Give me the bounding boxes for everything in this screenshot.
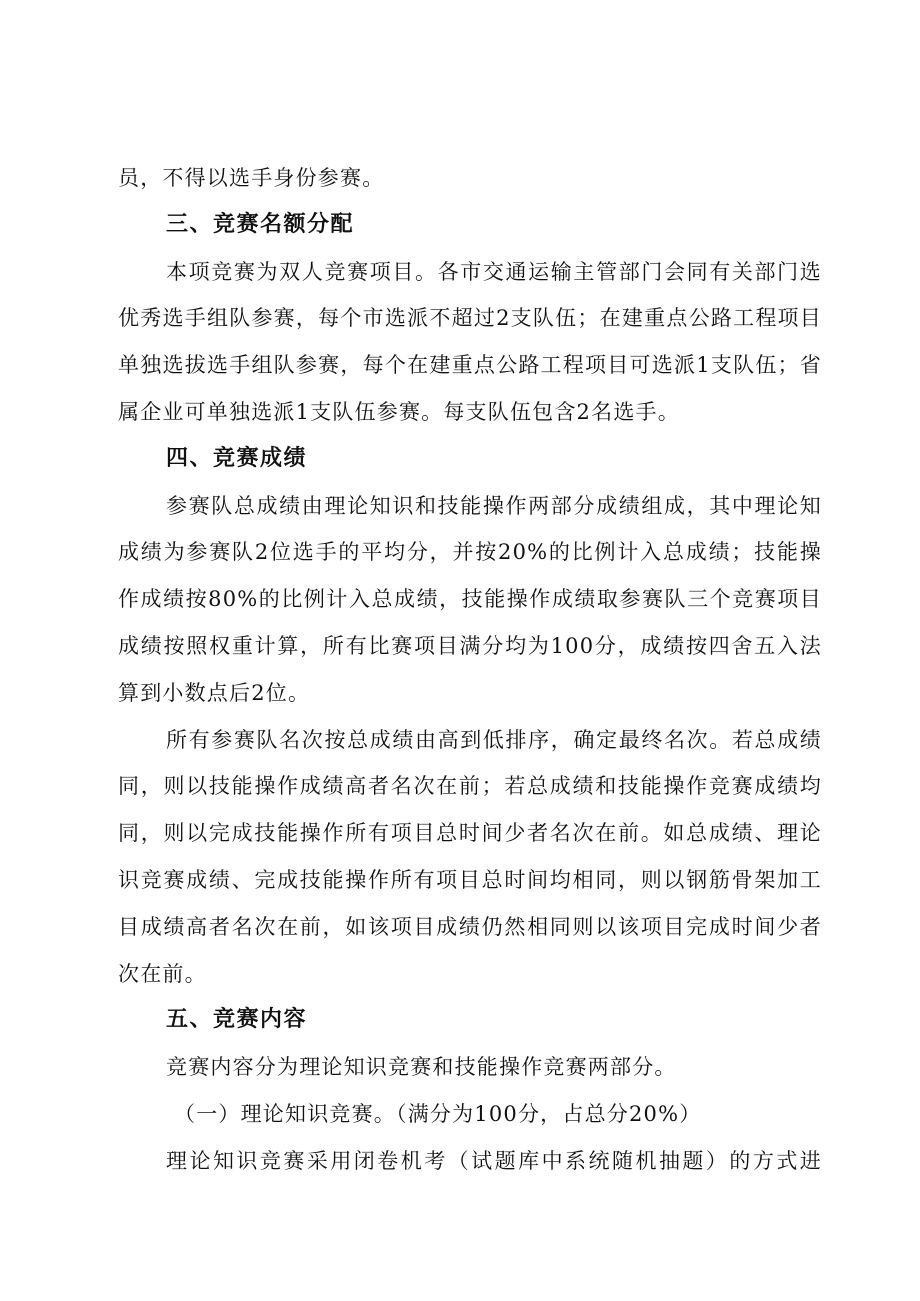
paragraph-line: 同，则以完成技能操作所有项目总时间少者名次在前。如总成绩、理论	[118, 821, 822, 846]
paragraph-line: 成绩按照权重计算，所有比赛项目满分均为100分，成绩按四舍五入法	[118, 633, 822, 658]
paragraph-line: 算到小数点后2位。	[118, 680, 311, 705]
document-page	[118, 155, 822, 1185]
section-heading-quota: 三、竞赛名额分配	[166, 211, 355, 237]
paragraph-line: 识竞赛成绩、完成技能操作所有项目总时间均相同，则以钢筋骨架加工	[118, 867, 822, 892]
paragraph-line: 所有参赛队名次按总成绩由高到低排序，确定最终名次。若总成绩	[166, 727, 822, 752]
paragraph-line: 成绩为参赛队2位选手的平均分，并按20%的比例计入总成绩；技能操	[118, 540, 822, 565]
paragraph-line: 参赛队总成绩由理论知识和技能操作两部分成绩组成，其中理论知	[166, 493, 822, 518]
paragraph-line: 理论知识竞赛采用闭卷机考（试题库中系统随机抽题）的方式进	[166, 1148, 822, 1173]
paragraph-line: 属企业可单独选派1支队伍参赛。每支队伍包含2名选手。	[118, 399, 680, 424]
paragraph-line: 次在前。	[118, 961, 207, 986]
paragraph-line: 优秀选手组队参赛，每个市选派不超过2支队伍；在建重点公路工程项目	[118, 306, 822, 331]
subsection-heading-theory: （一）理论知识竞赛。（满分为100分，占总分20%）	[174, 1101, 702, 1126]
section-heading-content: 五、竞赛内容	[166, 1007, 308, 1033]
paragraph-line: 作成绩按80%的比例计入总成绩，技能操作成绩取参赛队三个竞赛项目	[118, 587, 822, 612]
paragraph-line: 本项竞赛为双人竞赛项目。各市交通运输主管部门会同有关部门选	[166, 259, 822, 284]
paragraph-line: 目成绩高者名次在前，如该项目成绩仍然相同则以该项目完成时间少者	[118, 914, 822, 939]
paragraph-line: 竞赛内容分为理论知识竞赛和技能操作竞赛两部分。	[166, 1055, 677, 1080]
paragraph-line: 同，则以技能操作成绩高者名次在前；若总成绩和技能操作竞赛成绩均	[118, 774, 822, 799]
section-heading-scores: 四、竞赛成绩	[166, 445, 308, 471]
paragraph-line: 单独选拔选手组队参赛，每个在建重点公路工程项目可选派1支队伍；省	[118, 353, 822, 378]
paragraph-line: 员，不得以选手身份参赛。	[118, 166, 385, 190]
